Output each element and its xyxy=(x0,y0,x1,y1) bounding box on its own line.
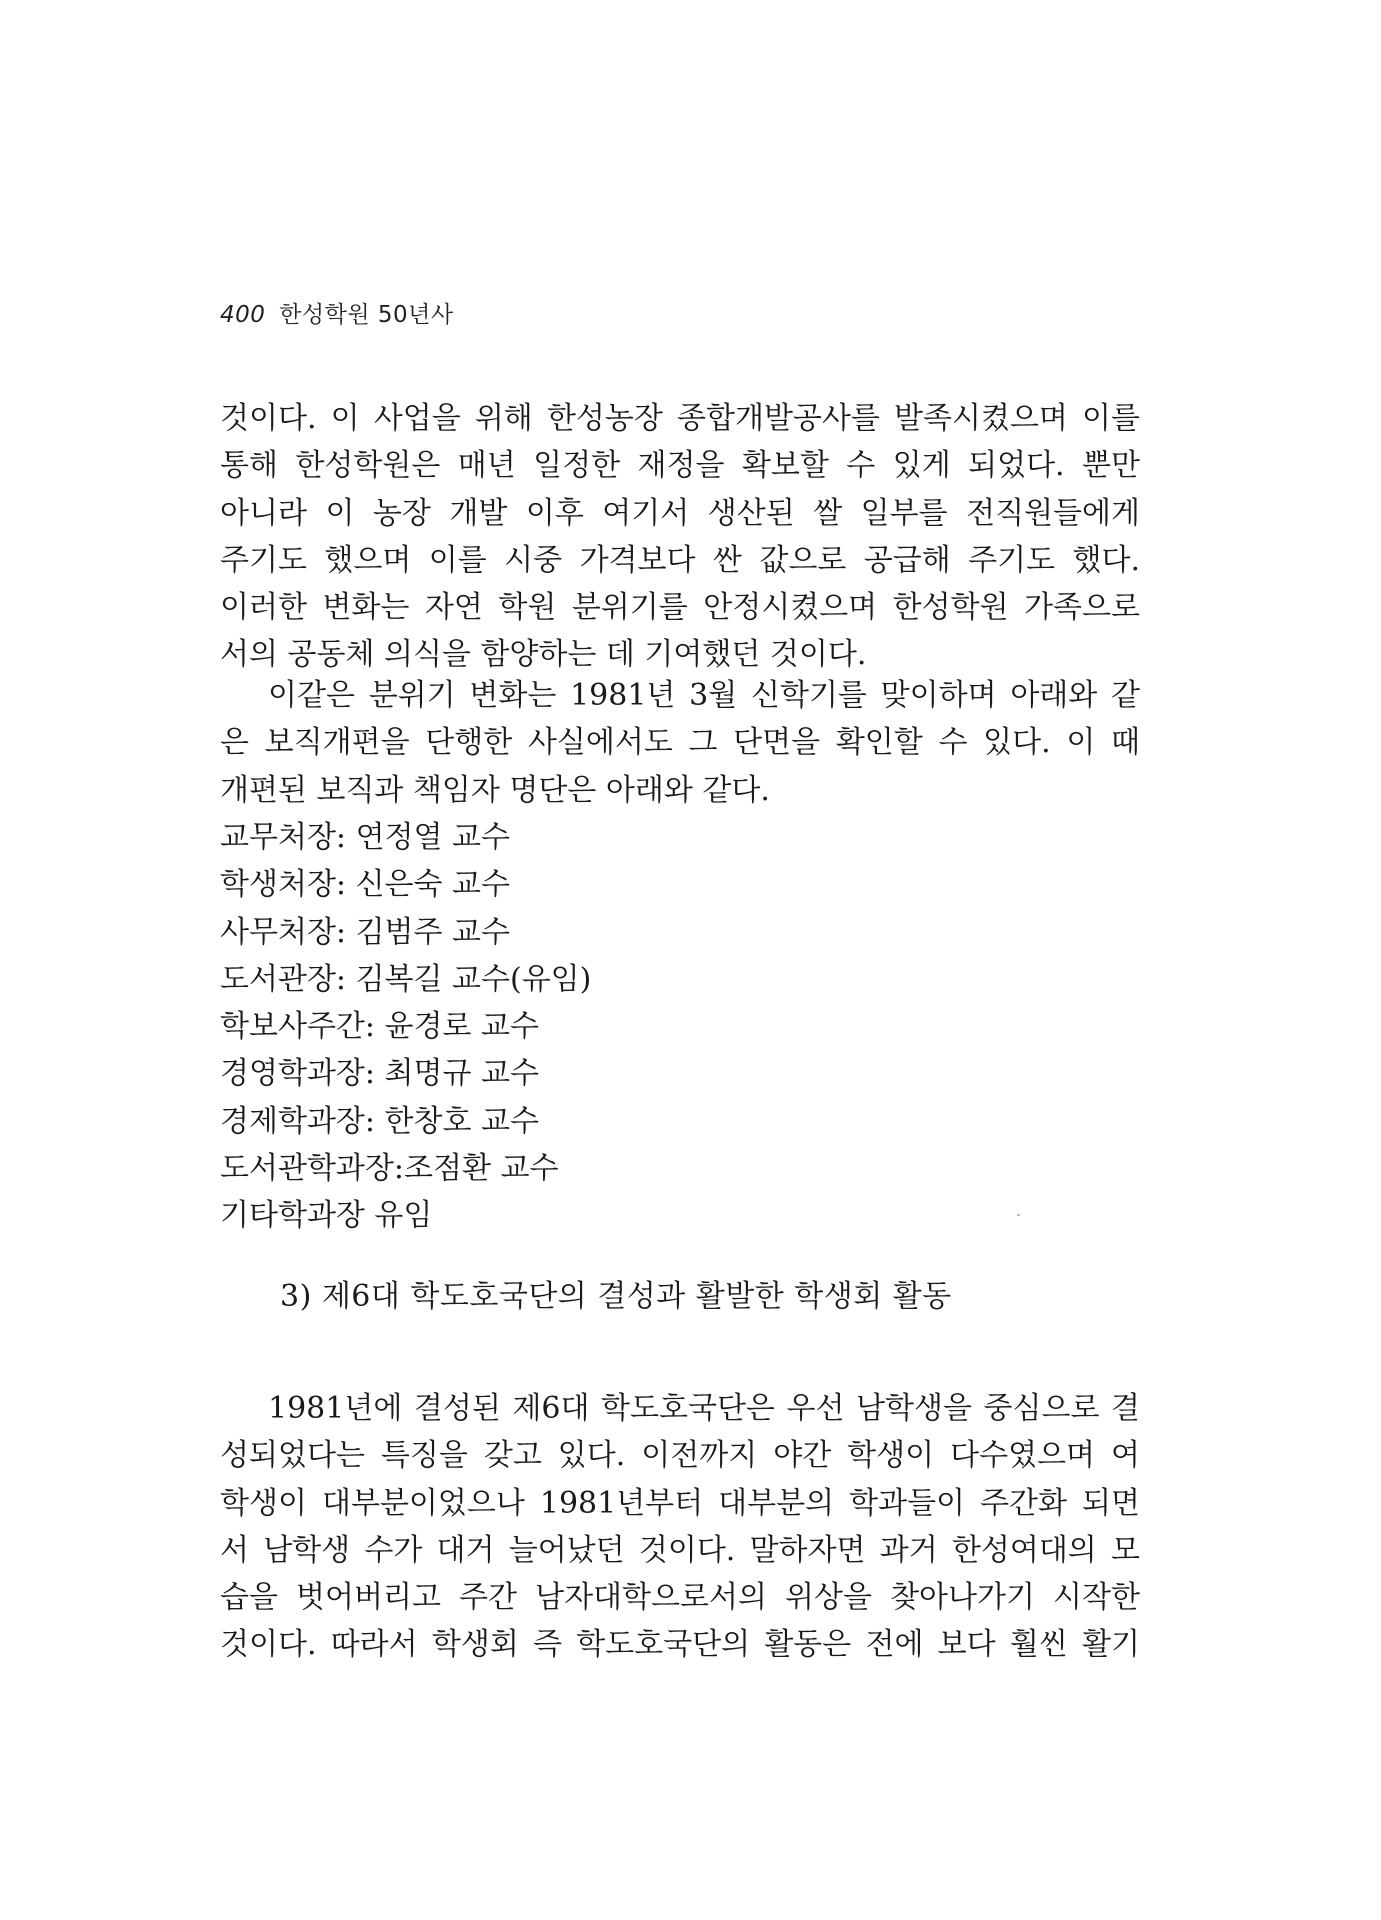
book-title: 한성학원 50년사 xyxy=(279,302,454,328)
page-number: 400 xyxy=(220,302,266,328)
text-line: 이같은 분위기 변화는 1981년 3월 신학기를 맞이하며 아래와 같 xyxy=(268,678,1140,713)
running-head xyxy=(220,296,454,329)
appointment-item: 학보사주간: 윤경로 교수 xyxy=(220,1009,539,1045)
text-line: 서의 공동체 의식을 함양하는 데 기여했던 것이다. xyxy=(220,637,867,673)
text-line: 것이다. 따라서 학생회 즉 학도호국단의 활동은 전에 보다 훨씬 활기 xyxy=(220,1627,1140,1663)
text-line: 서 남학생 수가 대거 늘어났던 것이다. 말하자면 과거 한성여대의 모 xyxy=(220,1532,1140,1568)
text-line: 아니라 이 농장 개발 이후 여기서 생산된 쌀 일부를 전직원들에게 xyxy=(220,495,1140,531)
text-line: 것이다. 이 사업을 위해 한성농장 종합개발공사를 발족시켰으며 이를 xyxy=(220,401,1140,436)
paragraph-continuation xyxy=(220,395,1140,679)
text-line: 1981년에 결성된 제6대 학도호국단은 우선 남학생을 중심으로 결 xyxy=(268,1391,1140,1426)
section-heading: 3) 제6대 학도호국단의 결성과 활발한 학생회 활동 xyxy=(280,1279,952,1314)
appointment-item: 도서관학과장:조점환 교수 xyxy=(220,1151,559,1187)
appointment-item: 도서관장: 김복길 교수(유임) xyxy=(220,961,592,997)
text-line: 학생이 대부분이었으나 1981년부터 대부분의 학과들이 주간화 되면 xyxy=(220,1485,1140,1521)
paragraph-student-corps xyxy=(220,1385,1140,1669)
text-line: 개편된 보직과 책임자 명단은 아래와 같다. xyxy=(220,772,770,808)
scan-speck xyxy=(1017,1214,1020,1216)
text-line: 성되었다는 특징을 갖고 있다. 이전까지 야간 학생이 다수였으며 여 xyxy=(220,1438,1140,1474)
text-line: 통해 한성학원은 매년 일정한 재정을 확보할 수 있게 되었다. 뿐만 xyxy=(220,448,1140,484)
appointment-item: 경제학과장: 한창호 교수 xyxy=(220,1103,539,1139)
text-line: 이러한 변화는 자연 학원 분위기를 안정시켰으며 한성학원 가족으로 xyxy=(220,590,1140,626)
appointment-item: 사무처장: 김범주 교수 xyxy=(220,914,510,950)
appointment-item: 교무처장: 연정열 교수 xyxy=(220,820,510,855)
appointment-item: 경영학과장: 최명규 교수 xyxy=(220,1056,539,1092)
appointment-list xyxy=(220,814,591,1240)
text-line: 습을 벗어버리고 주간 남자대학으로서의 위상을 찾아나가기 시작한 xyxy=(220,1580,1140,1616)
appointment-item: 학생처장: 신은숙 교수 xyxy=(220,867,510,903)
appointment-item: 기타학과장 유임 xyxy=(220,1198,433,1234)
text-line: 은 보직개편을 단행한 사실에서도 그 단면을 확인할 수 있다. 이 때 xyxy=(220,725,1140,761)
text-line: 주기도 했으며 이를 시중 가격보다 싼 값으로 공급해 주기도 했다. xyxy=(220,542,1140,578)
paragraph-reorganization xyxy=(220,672,1140,814)
